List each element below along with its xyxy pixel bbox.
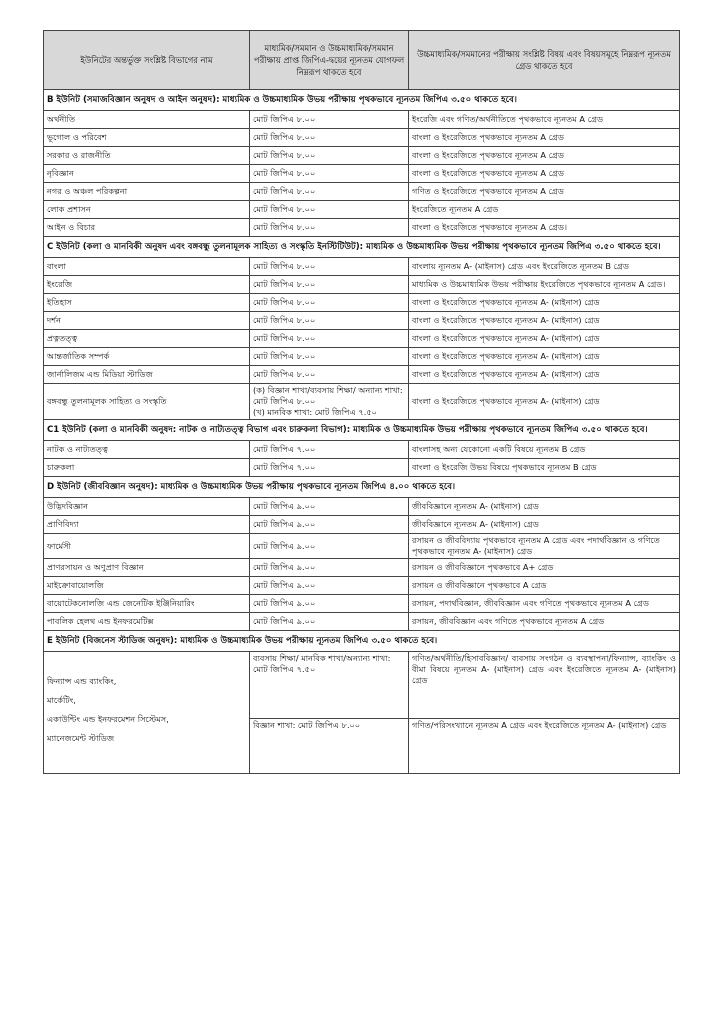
- grade-cell: রসায়ন, পদার্থবিজ্ঞান, জীববিজ্ঞান এবং গণিতে পৃথকভাবে ন্যূনতম A গ্রেড: [409, 595, 680, 613]
- grade-cell: ইংরেজি এবং গণিত/অর্থনীতিতে পৃথকভাবে ন্যূনতম A গ্রেড: [409, 111, 680, 129]
- table-row: [44, 559, 680, 577]
- dept-cell: বায়োটেকনোলজি এন্ড জেনেটিক ইঞ্জিনিয়ারিং: [44, 595, 250, 613]
- dept-cell: নৃবিজ্ঞান: [44, 165, 250, 183]
- grade-cell: বাংলা ও ইংরেজিতে পৃথকভাবে ন্যূনতম A গ্রেড: [409, 147, 680, 165]
- unit-d-heading: [44, 477, 680, 498]
- grade-cell: বাংলা ও ইংরেজিতে পৃথকভাবে ন্যূনতম A- (মাইনাস) গ্রেড: [409, 366, 680, 384]
- grade-cell: গণিত ও ইংরেজিতে পৃথকভাবে ন্যূনতম A গ্রেড: [409, 183, 680, 201]
- dept-cell: ইতিহাস: [44, 294, 250, 312]
- gpa-cell: মোট জিপিএ ৯.০০: [250, 577, 409, 595]
- gpa-option-b: (খ) মানবিক শাখা: মোট জিপিএ ৭.৫০: [253, 407, 378, 417]
- gpa-cell: মোট জিপিএ ৭.০০: [250, 441, 409, 459]
- table-row: [44, 219, 680, 237]
- dept-cell: লোক প্রশাসন: [44, 201, 250, 219]
- header-total-gpa: মাধ্যমিক/সমমান ও উচ্চমাধ্যমিক/সমমান পরীক্ষায় প্রাপ্ত জিপিএ-দ্বয়ের ন্যূনতম যোগফল নিম্নরূপ থাকতে হবে: [250, 31, 409, 90]
- gpa-cell: মোট জিপিএ ৮.০০: [250, 348, 409, 366]
- dept-cell: ইংরেজি: [44, 276, 250, 294]
- gpa-cell: মোট জিপিএ ৮.০০: [250, 219, 409, 237]
- unit-title: C1 ইউনিট (কলা ও মানবিকী অনুষদ: নাটক ও নাট্যতত্ত্ব বিভাগ এবং চারুকলা বিভাগ): মাধ্যমিক ও উচ্চমাধ্যমিক উভয় পরীক্ষায় পৃথকভাবে ন্যূনতম জিপিএ ৩.৫০ থাকতে হবে।: [44, 420, 680, 441]
- table-row: [44, 111, 680, 129]
- table-row: [44, 276, 680, 294]
- dept-cell: প্রত্নতত্ত্ব: [44, 330, 250, 348]
- dept-cell: পাবলিক হেলথ এন্ড ইনফরমেটিক্স: [44, 613, 250, 631]
- grade-cell: বাংলা ও ইংরেজিতে পৃথকভাবে ন্যূনতম A- (মাইনাস) গ্রেড: [409, 294, 680, 312]
- gpa-cell: মোট জিপিএ ৮.০০: [250, 165, 409, 183]
- table-row: [44, 330, 680, 348]
- dept-cell: নগর ও অঞ্চল পরিকল্পনা: [44, 183, 250, 201]
- dept-cell: মাইক্রোবায়োলজি: [44, 577, 250, 595]
- dept-cell: বঙ্গবন্ধু তুলনামূলক সাহিত্য ও সংস্কৃতি: [44, 384, 250, 420]
- grade-cell: বাংলাসহ অন্য যেকোনো একটি বিষয়ে ন্যূনতম B গ্রেড: [409, 441, 680, 459]
- unit-title: E ইউনিট (বিজনেস স্টাডিজ অনুষদ): মাধ্যমিক ও উচ্চমাধ্যমিক উভয় পরীক্ষায় ন্যূনতম জিপিএ ৩.৫০ থাকতে হবে।: [44, 631, 680, 652]
- dept-cell: ফার্মেসী: [44, 534, 250, 559]
- gpa-cell: মোট জিপিএ ৮.০০: [250, 129, 409, 147]
- table-row: [44, 534, 680, 559]
- gpa-option-a: (ক) বিজ্ঞান শাখা/ব্যবসায় শিক্ষা/ অন্যান্য শাখা: মোট জিপিএ ৮.০০: [253, 385, 403, 406]
- header-min-grade: উচ্চমাধ্যমিক/সমমানের পরীক্ষায় সংশ্লিষ্ট বিষয় এবং বিষয়সমূহে নিম্নরূপ ন্যূনতম গ্রেড থাকতে হবে: [409, 31, 680, 90]
- gpa-cell: মোট জিপিএ ৮.০০: [250, 147, 409, 165]
- gpa-cell: মোট জিপিএ ৮.০০: [250, 312, 409, 330]
- table-row: [44, 366, 680, 384]
- gpa-cell: মোট জিপিএ ৮.০০: [250, 366, 409, 384]
- dept-cell: নাটক ও নাট্যতত্ত্ব: [44, 441, 250, 459]
- grade-cell: জীববিজ্ঞানে ন্যূনতম A- (মাইনাস) গ্রেড: [409, 498, 680, 516]
- dept-cell: উদ্ভিদবিজ্ঞান: [44, 498, 250, 516]
- gpa-cell: মোট জিপিএ ৯.০০: [250, 559, 409, 577]
- grade-cell: গণিত/অর্থনীতি/হিসাববিজ্ঞান/ ব্যবসায় সংগঠন ও ব্যবস্থাপনা/ফিন্যান্স, ব্যাংকিং ও বীমা বিষয়ে ন্যূনতম A- (মাইনাস) গ্রেড এবং ইংরেজিতে ন্যূনতম A- (মাইনাস) গ্রেড: [409, 652, 680, 719]
- table-row: [44, 613, 680, 631]
- table-row: [44, 498, 680, 516]
- header-department: ইউনিটের অন্তর্ভুক্ত সংশ্লিষ্ট বিভাগের নাম: [44, 31, 250, 90]
- grade-cell: বাংলা ও ইংরেজিতে পৃথকভাবে ন্যূনতম A- (মাইনাস) গ্রেড: [409, 330, 680, 348]
- dept-name: একাউন্টিং এন্ড ইনফরমেশন সিস্টেমস,: [47, 713, 169, 724]
- table-row: [44, 384, 680, 420]
- grade-cell: বাংলা ও ইংরেজিতে পৃথকভাবে ন্যূনতম A গ্রেড: [409, 165, 680, 183]
- gpa-cell: [250, 384, 409, 420]
- gpa-cell: মোট জিপিএ ৮.০০: [250, 330, 409, 348]
- unit-title: D ইউনিট (জীববিজ্ঞান অনুষদ): মাধ্যমিক ও উচ্চমাধ্যমিক উভয় পরীক্ষায় পৃথকভাবে ন্যূনতম জিপিএ ৪.০০ থাকতে হবে।: [44, 477, 680, 498]
- gpa-cell: মোট জিপিএ ৯.০০: [250, 516, 409, 534]
- gpa-cell: বিজ্ঞান শাখা: মোট জিপিএ ৮.০০: [250, 719, 409, 774]
- dept-cell: [44, 652, 250, 774]
- gpa-cell: মোট জিপিএ ৯.০০: [250, 595, 409, 613]
- grade-cell: বাংলা ও ইংরেজিতে পৃথকভাবে ন্যূনতম A- (মাইনাস) গ্রেড: [409, 384, 680, 420]
- dept-name: মার্কেটিং,: [47, 694, 76, 705]
- admission-requirements-table: [43, 30, 679, 774]
- grade-cell: রসায়ন ও জীববিজ্ঞানে পৃথকভাবে A গ্রেড: [409, 577, 680, 595]
- gpa-cell: মোট জিপিএ ৮.০০: [250, 201, 409, 219]
- table-row: [44, 348, 680, 366]
- gpa-cell: মোট জিপিএ ৯.০০: [250, 498, 409, 516]
- grade-cell: বাংলা ও ইংরেজিতে পৃথকভাবে ন্যূনতম A- (মাইনাস) গ্রেড: [409, 348, 680, 366]
- grade-cell: রসায়ন, জীববিজ্ঞান এবং গণিতে পৃথকভাবে ন্যূনতম A গ্রেড: [409, 613, 680, 631]
- grade-cell: গণিত/পরিসংখ্যানে ন্যূনতম A গ্রেড এবং ইংরেজিতে ন্যূনতম A- (মাইনাস) গ্রেড: [409, 719, 680, 774]
- dept-cell: চারুকলা: [44, 459, 250, 477]
- table-row: [44, 129, 680, 147]
- table-row: [44, 183, 680, 201]
- grade-cell: বাংলায় ন্যূনতম A- (মাইনাস) গ্রেড এবং ইংরেজিতে ন্যূনতম B গ্রেড: [409, 258, 680, 276]
- table-row: [44, 595, 680, 613]
- gpa-cell: মোট জিপিএ ৮.০০: [250, 111, 409, 129]
- grade-cell: রসায়ন ও জীববিজ্ঞানে পৃথকভাবে A+ গ্রেড: [409, 559, 680, 577]
- gpa-cell: মোট জিপিএ ৮.০০: [250, 276, 409, 294]
- grade-cell: বাংলা ও ইংরেজিতে পৃথকভাবে ন্যূনতম A গ্রেড।: [409, 219, 680, 237]
- gpa-cell: মোট জিপিএ ৮.০০: [250, 294, 409, 312]
- gpa-cell: মোট জিপিএ ৮.০০: [250, 258, 409, 276]
- grade-cell: রসায়ন ও জীববিদ্যায় পৃথকভাবে ন্যূনতম A গ্রেড এবং পদার্থবিজ্ঞান ও গণিতে পৃথকভাবে ন্যূনতম A- (মাইনাস) গ্রেড: [409, 534, 680, 559]
- table-row: [44, 652, 680, 719]
- unit-b-heading: [44, 90, 680, 111]
- grade-cell: বাংলা ও ইংরেজিতে পৃথকভাবে ন্যূনতম A- (মাইনাস) গ্রেড: [409, 312, 680, 330]
- dept-cell: সরকার ও রাজনীতি: [44, 147, 250, 165]
- dept-cell: ভূগোল ও পরিবেশ: [44, 129, 250, 147]
- unit-c1-heading: [44, 420, 680, 441]
- dept-cell: বাংলা: [44, 258, 250, 276]
- dept-cell: আন্তর্জাতিক সম্পর্ক: [44, 348, 250, 366]
- dept-cell: প্রাণরসায়ন ও অণুপ্রাণ বিজ্ঞান: [44, 559, 250, 577]
- unit-e-heading: [44, 631, 680, 652]
- dept-cell: দর্শন: [44, 312, 250, 330]
- dept-cell: জার্নালিজম এন্ড মিডিয়া স্টাডিজ: [44, 366, 250, 384]
- table-row: [44, 312, 680, 330]
- unit-title: B ইউনিট (সমাজবিজ্ঞান অনুষদ ও আইন অনুষদ): মাধ্যমিক ও উচ্চমাধ্যমিক উভয় পরীক্ষায় পৃথকভাবে ন্যূনতম জিপিএ ৩.৫০ থাকতে হবে।: [44, 90, 680, 111]
- grade-cell: মাধ্যমিক ও উচ্চমাধ্যমিক উভয় পরীক্ষায় ইংরেজিতে পৃথকভাবে ন্যূনতম A গ্রেড।: [409, 276, 680, 294]
- table-row: [44, 294, 680, 312]
- dept-cell: প্রাণিবিদ্যা: [44, 516, 250, 534]
- table-row: [44, 459, 680, 477]
- gpa-cell: মোট জিপিএ ৮.০০: [250, 183, 409, 201]
- unit-c-heading: [44, 237, 680, 258]
- table-row: [44, 201, 680, 219]
- unit-title: C ইউনিট (কলা ও মানবিকী অনুষদ এবং বঙ্গবন্ধু তুলনামূলক সাহিত্য ও সংস্কৃতি ইনস্টিটিউট): মাধ্যমিক ও উচ্চমাধ্যমিক উভয় পরীক্ষায় পৃথকভাবে ন্যূনতম জিপিএ ৩.৫০ থাকতে হবে।: [44, 237, 680, 258]
- table-row: [44, 147, 680, 165]
- dept-name: ম্যানেজমেন্ট স্টাডিজ: [47, 732, 115, 743]
- grade-cell: বাংলা ও ইংরেজি উভয় বিষয়ে পৃথকভাবে ন্যূনতম B গ্রেড: [409, 459, 680, 477]
- table-row: [44, 258, 680, 276]
- gpa-cell: মোট জিপিএ ৯.০০: [250, 534, 409, 559]
- gpa-cell: মোট জিপিএ ৭.০০: [250, 459, 409, 477]
- gpa-cell: ব্যবসায় শিক্ষা/ মানবিক শাখা/অন্যান্য শাখা: মোট জিপিএ ৭.৫০: [250, 652, 409, 719]
- table-row: [44, 516, 680, 534]
- table-row: [44, 441, 680, 459]
- grade-cell: ইংরেজিতে ন্যূনতম A গ্রেড: [409, 201, 680, 219]
- gpa-cell: মোট জিপিএ ৯.০০: [250, 613, 409, 631]
- grade-cell: জীববিজ্ঞানে ন্যূনতম A- (মাইনাস) গ্রেড: [409, 516, 680, 534]
- dept-name: ফিন্যান্স এন্ড ব্যাংকিং,: [47, 675, 117, 686]
- table-row: [44, 577, 680, 595]
- grade-cell: বাংলা ও ইংরেজিতে পৃথকভাবে ন্যূনতম A গ্রেড: [409, 129, 680, 147]
- dept-cell: অর্থনীতি: [44, 111, 250, 129]
- table-row: [44, 165, 680, 183]
- dept-cell: আইন ও বিচার: [44, 219, 250, 237]
- table-header: [44, 31, 680, 90]
